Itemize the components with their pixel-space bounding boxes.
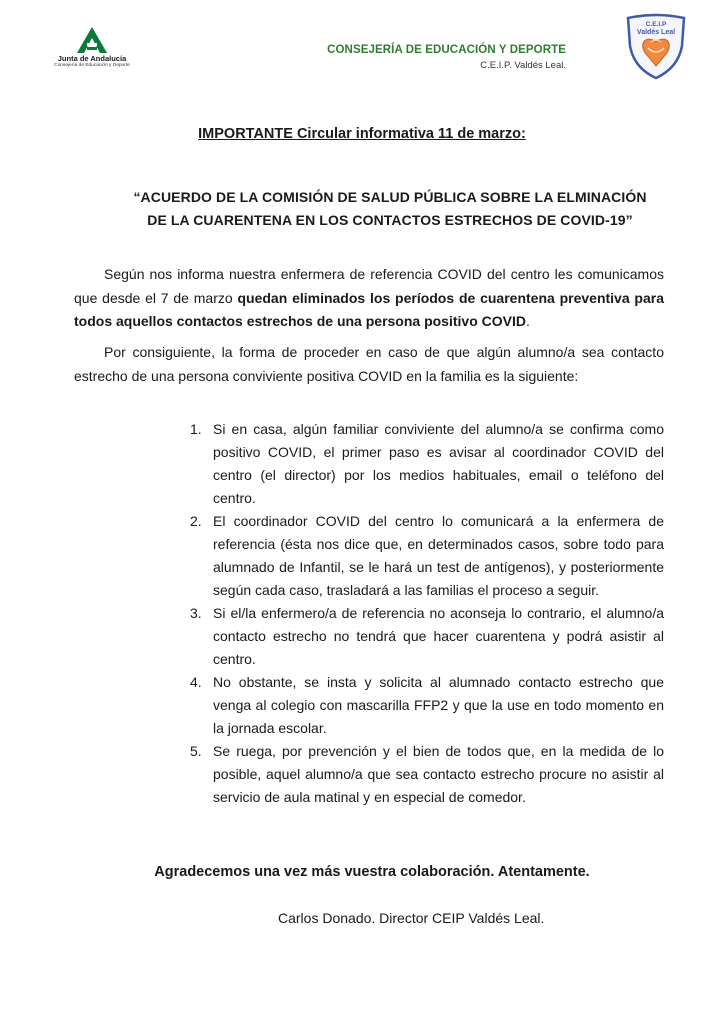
circular-title: IMPORTANTE Circular informativa 11 de marzo: bbox=[198, 126, 526, 142]
step-text: Si en casa, algún familiar conviviente del alumno/a se confirma como positivo COVID, el primer paso es avisar al coordinador COVID del centro (el director) por los medios habituales, email o teléfono del centro. bbox=[213, 421, 664, 506]
badge-line2: Valdés Leal bbox=[636, 29, 676, 36]
header-text bbox=[327, 44, 566, 71]
badge-line1: C.E.I.P bbox=[645, 21, 667, 28]
steps-list bbox=[186, 418, 664, 809]
ceip-shield-logo bbox=[624, 12, 688, 80]
shield-icon bbox=[624, 12, 688, 80]
intro-text: Según nos informa nuestra enfermera de referencia COVID del centro les comunicamos que desde el 7 de marzo bbox=[74, 266, 664, 306]
list-item bbox=[186, 740, 664, 809]
agreement-title-line1: “ACUERDO DE LA COMISIÓN DE SALUD PÚBLICA SOBRE LA ELMINACIÓN bbox=[133, 189, 647, 205]
step-number: 3. bbox=[190, 605, 202, 621]
consejeria-label: CONSEJERÍA DE EDUCACIÓN Y DEPORTE bbox=[327, 44, 566, 56]
junta-name: Junta de Andalucía bbox=[57, 54, 127, 63]
agreement-title-line2: DE LA CUARENTENA EN LOS CONTACTOS ESTRECHOS DE COVID-19” bbox=[147, 212, 633, 228]
step-number: 1. bbox=[190, 421, 202, 437]
step-text: El coordinador COVID del centro lo comunicará a la enfermera de referencia (ésta nos dice que, en determinados casos, sobre todo para alumnado de Infantil, se le hará un test de antígenos), y posteriormente según cada caso, trasladará a las familias el proceso a seguir. bbox=[213, 513, 664, 598]
junta-andalucia-logo bbox=[52, 26, 132, 74]
junta-subtitle: Consejería de Educación y Deporte bbox=[54, 63, 130, 68]
intro-paragraph bbox=[74, 263, 664, 334]
list-item bbox=[186, 418, 664, 510]
procedure-paragraph: Por consiguiente, la forma de proceder en caso de que algún alumno/a sea contacto estrecho de una persona conviviente positiva COVID en la familia es la siguiente: bbox=[74, 344, 664, 384]
intro-end: . bbox=[525, 313, 530, 329]
thanks-line: Agradecemos una vez más vuestra colaboración. Atentamente. bbox=[154, 864, 590, 880]
list-item bbox=[186, 602, 664, 671]
step-text: Si el/la enfermero/a de referencia no aconseja lo contrario, el alumno/a contacto estrecho no tendrá que hacer cuarentena y podrá asistir al centro. bbox=[213, 605, 664, 667]
agreement-title bbox=[120, 186, 660, 232]
list-item bbox=[186, 510, 664, 602]
signature: Carlos Donado. Director CEIP Valdés Leal. bbox=[278, 910, 545, 926]
step-text: No obstante, se insta y solicita al alumnado contacto estrecho que venga al colegio con mascarilla FFP2 y que la use en todo momento en la jornada escolar. bbox=[213, 674, 664, 736]
school-label: C.E.I.P. Valdés Leal. bbox=[480, 60, 566, 71]
step-number: 5. bbox=[190, 743, 202, 759]
list-item bbox=[186, 671, 664, 740]
intro-bold-text: quedan eliminados los períodos de cuarentena preventiva para todos aquellos contactos estrechos de una persona positivo COVID bbox=[74, 289, 665, 329]
junta-logo-icon bbox=[74, 26, 110, 54]
step-number: 4. bbox=[190, 674, 202, 690]
step-text: Se ruega, por prevención y el bien de todos que, en la medida de lo posible, aquel alumno/a que sea contacto estrecho procure no asistir al servicio de aula matinal y en especial de comedor. bbox=[213, 743, 664, 805]
step-number: 2. bbox=[190, 513, 202, 529]
